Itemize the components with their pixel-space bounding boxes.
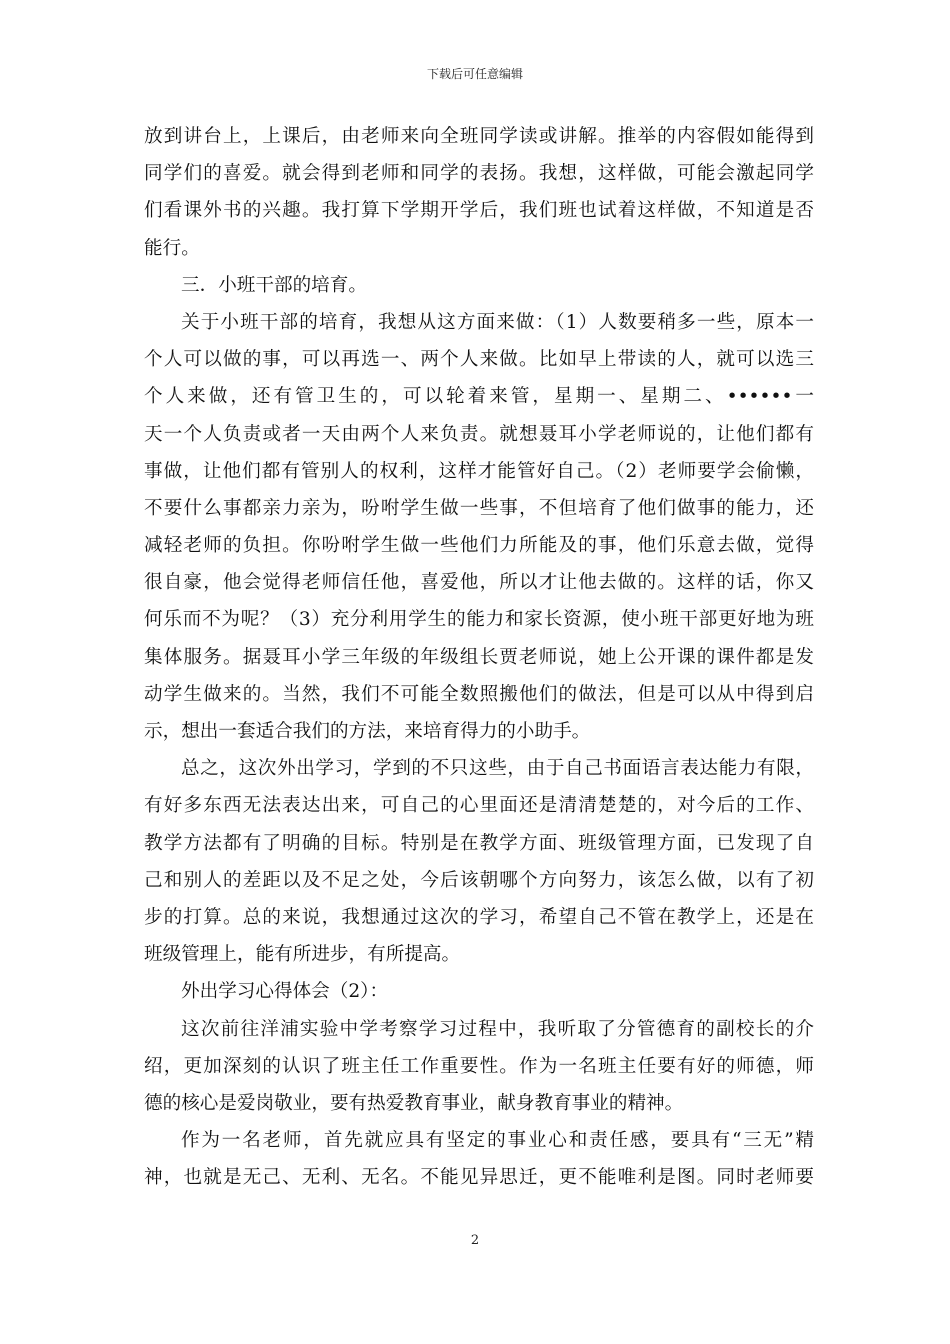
text-line: 示，想出一套适合我们的方法，来培育得力的小助手。 (144, 721, 591, 742)
text-line: 个人可以做的事，可以再选一、两个人来做。比如早上带读的人，就可以选三 (144, 349, 814, 371)
text-line: 动学生做来的。当然，我们不可能全数照搬他们的做法，但是可以从中得到启 (144, 683, 814, 705)
text-line: 集体服务。据聂耳小学三年级的年级组长贾老师说，她上公开课的课件都是发 (144, 646, 814, 668)
text-line: 这次前往洋浦实验中学考察学习过程中，我听取了分管德育的副校长的介 (181, 1018, 814, 1040)
text-line: 们看课外书的兴趣。我打算下学期开学后，我们班也试着这样做，不知道是否 (144, 200, 814, 222)
text-line: 己和别人的差距以及不足之处，今后该朝哪个方向努力，该怎么做，以有了初 (144, 869, 814, 891)
text-line: 放到讲台上，上课后，由老师来向全班同学读或讲解。推举的内容假如能得到 (144, 126, 814, 147)
text-line: 事做，让他们都有管别人的权利，这样才能管好自己。（2）老师要学会偷懒， (144, 460, 814, 482)
text-line: 作为一名老师，首先就应具有坚定的事业心和责任感，要具有“三无”精 (181, 1130, 814, 1152)
text-line: 能行。 (144, 237, 200, 259)
text-line: 有好多东西无法表达出来，可自己的心里面还是清清楚楚的，对今后的工作、 (144, 795, 814, 817)
text-line: 神，也就是无己、无利、无名。不能见异思迁，更不能唯利是图。同时老师要 (144, 1167, 814, 1189)
text-line: 教学方法都有了明确的目标。特别是在教学方面、班级管理方面，已发现了自 (144, 832, 814, 854)
text-line: 何乐而不为呢？（3）充分利用学生的能力和家长资源，使小班干部更好地为班 (144, 609, 814, 631)
text-line: 步的打算。总的来说，我想通过这次的学习，希望自己不管在教学上，还是在 (144, 906, 814, 928)
text-line: 外出学习心得体会（2）： (181, 981, 389, 1003)
text-line: 不要什么事都亲力亲为，吩咐学生做一些事，不但培育了他们做事的能力，还 (144, 497, 814, 519)
text-line: 三．小班干部的培育。 (181, 274, 367, 296)
text-line: 绍，更加深刻的认识了班主任工作重要性。作为一名班主任要有好的师德，师 (144, 1055, 814, 1077)
text-line: 个人来做，还有管卫生的，可以轮着来管，星期一、星期二、••••••一 (144, 386, 814, 408)
text-line: 总之，这次外出学习，学到的不只这些，由于自己书面语言表达能力有限， (181, 758, 814, 780)
page-number: 2 (470, 1233, 480, 1248)
text-line: 关于小班干部的培育，我想从这方面来做：（1）人数要稍多一些，原本一 (181, 311, 814, 333)
text-line: 同学们的喜爱。就会得到老师和同学的表扬。我想，这样做，可能会激起同学 (144, 163, 814, 185)
text-line: 很自豪，他会觉得老师信任他，喜爱他，所以才让他去做的。这样的话，你又 (144, 572, 814, 594)
text-line: 减轻老师的负担。你吩咐学生做一些他们力所能及的事，他们乐意去做，觉得 (144, 535, 814, 557)
document-body (144, 118, 814, 1196)
page-header: 下载后可任意编辑 (426, 67, 523, 81)
text-line: 德的核心是爱岗敬业，要有热爱教育事业，献身教育事业的精神。 (144, 1092, 684, 1114)
text-line: 班级管理上，能有所进步，有所提高。 (144, 944, 461, 966)
text-line: 天一个人负责或者一天由两个人来负责。就想聂耳小学老师说的，让他们都有 (144, 423, 814, 445)
